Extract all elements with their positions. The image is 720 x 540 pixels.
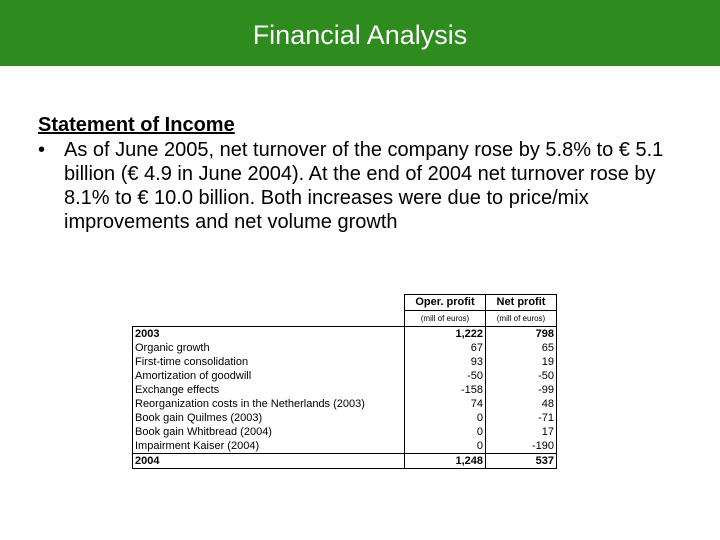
- row-label: Impairment Kaiser (2004): [133, 439, 405, 454]
- row-label: Amortization of goodwill: [133, 369, 405, 383]
- oper-profit-cell: 0: [405, 411, 486, 425]
- table-row: [133, 327, 557, 342]
- table-unit-row: [133, 311, 557, 327]
- net-profit-cell: 65: [486, 341, 557, 355]
- row-label: Exchange effects: [133, 383, 405, 397]
- column-unit-net-profit: (mill of euros): [486, 311, 557, 327]
- slide-content: [38, 112, 678, 234]
- oper-profit-cell: 74: [405, 397, 486, 411]
- section-heading: Statement of Income: [38, 114, 235, 136]
- row-label: First-time consolidation: [133, 355, 405, 369]
- row-label: Organic growth: [133, 341, 405, 355]
- bullet-icon: •: [38, 139, 46, 161]
- slide-title: Financial Analysis: [252, 19, 468, 50]
- table-row: [133, 341, 557, 355]
- net-profit-cell: 17: [486, 425, 557, 439]
- net-profit-cell: 798: [486, 327, 557, 342]
- net-profit-cell: -50: [486, 369, 557, 383]
- row-label: Reorganization costs in the Netherlands (2003): [133, 397, 405, 411]
- bullet-text: As of June 2005, net turnover of the company rose by 5.8% to € 5.1 billion (€ 4.9 in June 2004). At the end of 2004 net turnover rose by 8.1% to € 10.0 billion. Both increases were due to price/mix improvements and net volume growth: [64, 139, 664, 233]
- row-label: 2003: [133, 327, 405, 342]
- row-label: Book gain Quilmes (2003): [133, 411, 405, 425]
- oper-profit-cell: -50: [405, 369, 486, 383]
- table-row: [133, 355, 557, 369]
- table-row: [133, 383, 557, 397]
- column-header-net-profit: Net profit: [486, 295, 557, 311]
- table-header-row: [133, 295, 557, 311]
- income-table: [132, 294, 557, 469]
- header-spacer: [133, 295, 405, 311]
- net-profit-cell: -71: [486, 411, 557, 425]
- column-unit-oper-profit: (mill of euros): [405, 311, 486, 327]
- table-row: [133, 411, 557, 425]
- table-row: [133, 425, 557, 439]
- net-profit-cell: -190: [486, 439, 557, 454]
- table-row: [133, 397, 557, 411]
- oper-profit-cell: 0: [405, 425, 486, 439]
- column-header-oper-profit: Oper. profit: [405, 295, 486, 311]
- net-profit-cell: 19: [486, 355, 557, 369]
- unit-spacer: [133, 311, 405, 327]
- net-profit-cell: 48: [486, 397, 557, 411]
- table-row-total: [133, 454, 557, 469]
- title-bar: [0, 0, 720, 66]
- net-profit-cell: 537: [486, 454, 557, 469]
- oper-profit-cell: 0: [405, 439, 486, 454]
- bullet-item: [38, 138, 678, 234]
- oper-profit-cell: -158: [405, 383, 486, 397]
- row-label: 2004: [133, 454, 405, 469]
- oper-profit-cell: 1,222: [405, 327, 486, 342]
- oper-profit-cell: 1,248: [405, 454, 486, 469]
- oper-profit-cell: 67: [405, 341, 486, 355]
- net-profit-cell: -99: [486, 383, 557, 397]
- row-label: Book gain Whitbread (2004): [133, 425, 405, 439]
- table-row: [133, 369, 557, 383]
- oper-profit-cell: 93: [405, 355, 486, 369]
- table-row: [133, 439, 557, 454]
